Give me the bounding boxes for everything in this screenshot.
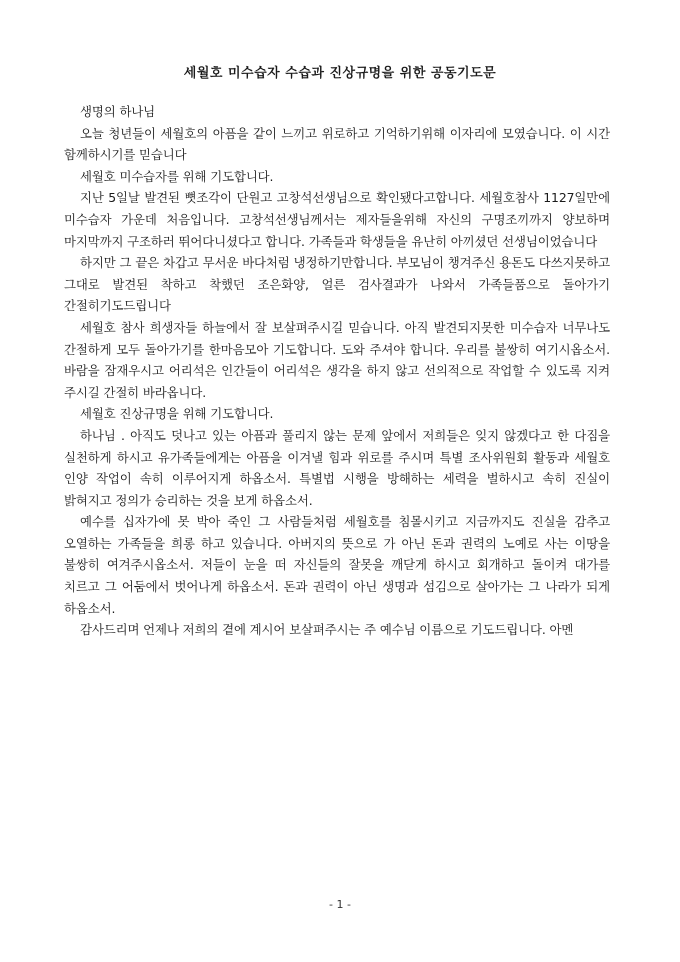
document-body [64, 101, 610, 641]
paragraph-promise: 하나님 . 아직도 덧나고 있는 아픔과 풀리지 않는 문제 앞에서 저희들은 잊지 않겠다고 한 다짐을 실천하게 하시고 유가족들에게는 아픔을 이겨낼 힘과 위로를 주시며 특별 조사위원회 활동과 세월호 인양 작업이 속히 이루어지게 하옵소서. 특별법 시행을 방해하는 세력을 벌하시고 속히 진실이 밝혀지고 정의가 승리하는 것을 보게 하옵소서. [64, 427, 610, 508]
paragraph-invocation: 생명의 하나님 [80, 104, 156, 119]
paragraph-gathering: 오늘 청년들이 세월호의 아픔을 같이 느끼고 위로하고 기억하기위해 이자리에 모였습니다. 이 시간 함께하시기를 믿습니다 [64, 125, 610, 163]
paragraph-victims: 세월호 참사 희생자들 하늘에서 잘 보살펴주시길 믿습니다. 아직 발견되지못한 미수습자 너무나도 간절하게 모두 돌아가기를 한마음모아 기도합니다. 도와 주셔야 합니다. 우리를 불쌍히 여기시옵소서. 바람을 잠재우시고 어리석은 인간들이 어리석은 생각을 하지 않고 선의적으로 작업할 수 있도록 지켜 주시길 간절히 바라옵니다. [64, 319, 610, 400]
paragraph-heading-truth: 세월호 진상규명을 위해 기도합니다. [80, 406, 274, 422]
paragraph-eunhwa: 하지만 그 끝은 차갑고 무서운 바다처럼 냉정하기만합니다. 부모님이 챙겨주신 용돈도 다쓰지못하고 그대로 발견된 착하고 착했던 조은화양, 얼른 검사결과가 나와서 가족들품으로 돌아가기 간절히기도드립니다 [64, 255, 610, 314]
paragraph-repentance: 예수를 십자가에 못 박아 죽인 그 사람들처럼 세월호를 침몰시키고 지금까지도 진실을 감추고 오열하는 가족들을 희롱 하고 있습니다. 아버지의 뜻으로 가 아닌 돈과 권력의 노예로 사는 이땅을 불쌍히 여겨주시옵소서. 저들이 눈을 떠 자신들의 잘못을 깨닫게 하시고 회개하고 돌이켜 대가를 치르고 그 어둠에서 벗어나게 하옵소서. 돈과 권력이 아닌 생명과 섬김으로 살아가는 그 나라가 되게 하옵소서. [64, 514, 610, 616]
page-number: - 1 - [329, 898, 351, 911]
paragraph-teacher: 지난 5일날 발견된 뼛조각이 단원고 고창석선생님으로 확인됐다고합니다. 세월호참사 1127일만에 미수습자 가운데 처음입니다. 고창석선생님께서는 제자들을위해 자신의 구명조끼까지 양보하며 마지막까지 구조하러 뛰어다니셨다고 합니다. 가족들과 학생들을 유난히 아끼셨던 선생님이었습니다 [64, 190, 610, 249]
paragraph-heading-missing: 세월호 미수습자를 위해 기도합니다. [80, 168, 274, 184]
paragraph-closing: 감사드리며 언제나 저희의 곁에 계시어 보살펴주시는 주 예수님 이름으로 기도드립니다. 아멘 [80, 622, 574, 638]
document-title: 세월호 미수습자 수습과 진상규명을 위한 공동기도문 [183, 66, 497, 81]
